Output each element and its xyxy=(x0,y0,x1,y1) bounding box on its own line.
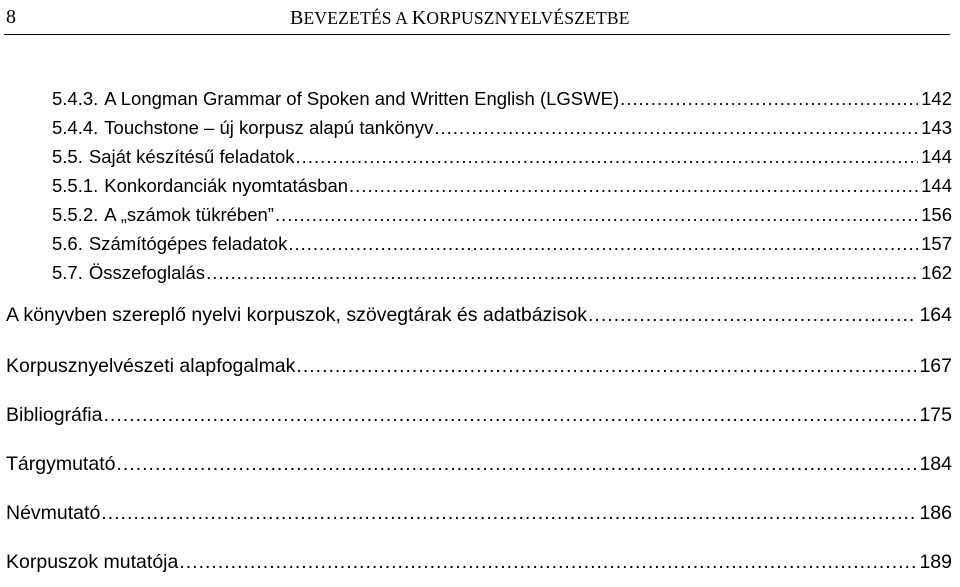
toc-entry-page: 144 xyxy=(921,146,952,167)
toc-entry-page: 142 xyxy=(921,88,952,109)
toc-entry-number: 5.7. xyxy=(52,262,83,283)
toc-dot-leader xyxy=(296,146,919,168)
toc-entry-title: Névmutató xyxy=(6,502,101,524)
toc-entry-title: A Longman Grammar of Spoken and Written English (LGSWE) xyxy=(104,88,620,109)
toc-dot-leader xyxy=(103,403,916,427)
toc-entry-title: Touchstone – új korpusz alapú tankönyv xyxy=(104,117,434,138)
toc-entry xyxy=(6,550,952,574)
toc-entry-page: 189 xyxy=(919,551,952,573)
toc-entry xyxy=(6,452,952,476)
toc-dot-leader xyxy=(349,175,918,197)
toc-entry-page: 162 xyxy=(921,262,952,283)
toc-entry xyxy=(52,233,952,255)
page-number: 8 xyxy=(6,6,16,28)
toc-dot-leader xyxy=(179,550,916,574)
toc-entry-page: 164 xyxy=(919,304,952,326)
toc-entry-title: Korpusznyelvészeti alapfogalmak xyxy=(6,355,296,377)
toc-entry-page: 184 xyxy=(919,453,952,475)
toc-entry-title: A „számok tükrében” xyxy=(104,204,274,225)
toc-entry xyxy=(6,354,952,378)
toc-entry-page: 143 xyxy=(921,117,952,138)
toc-entry xyxy=(52,117,952,139)
toc-dot-leader xyxy=(288,233,918,255)
toc-entry-title: Összefoglalás xyxy=(88,262,206,283)
header-title-part: ORPUSZNYELVÉSZETBE xyxy=(426,8,630,28)
toc-entry xyxy=(52,146,952,168)
toc-entry-number: 5.6. xyxy=(52,233,83,254)
toc-entry xyxy=(52,88,952,110)
toc-dot-leader xyxy=(434,117,918,139)
toc-entry-title: Tárgymutató xyxy=(6,453,116,475)
toc-entry-title: Konkordanciák nyomtatásban xyxy=(104,175,349,196)
toc-dot-leader xyxy=(116,452,916,476)
toc-entry-title: Bibliográfia xyxy=(6,404,103,426)
header-title-part: K xyxy=(411,7,427,29)
toc-entry-page: 144 xyxy=(921,175,952,196)
toc-entry-page: 167 xyxy=(919,355,952,377)
toc-entry-title: Saját készítésű feladatok xyxy=(88,146,295,167)
toc-entry xyxy=(6,303,952,327)
running-header-title xyxy=(290,7,630,29)
toc-entry-title: A könyvben szereplő nyelvi korpuszok, szövegtárak és adatbázisok xyxy=(6,304,587,326)
toc-dot-leader xyxy=(206,262,918,284)
toc-entry-number: 5.4.3. xyxy=(52,88,99,109)
toc-entry-page: 186 xyxy=(919,502,952,524)
toc-entry-number: 5.5.1. xyxy=(52,175,99,196)
toc-dot-leader xyxy=(296,354,916,378)
toc-entry-number: 5.5. xyxy=(52,146,83,167)
toc-entry-title: Számítógépes feladatok xyxy=(88,233,288,254)
toc-entry-number: 5.4.4. xyxy=(52,117,99,138)
toc-entry-page: 157 xyxy=(921,233,952,254)
toc-entry-page: 156 xyxy=(921,204,952,225)
toc-entry-page: 175 xyxy=(919,404,952,426)
toc-entry-title: Korpuszok mutatója xyxy=(6,551,179,573)
header-title-part: EVEZETÉS A xyxy=(303,8,412,28)
toc-entry xyxy=(6,403,952,427)
toc-dot-leader xyxy=(101,501,916,525)
toc-entry xyxy=(52,262,952,284)
header-title-part: B xyxy=(290,7,304,29)
toc-entry xyxy=(52,175,952,197)
running-header xyxy=(4,0,950,35)
toc-dot-leader xyxy=(275,204,918,226)
toc-dot-leader xyxy=(588,303,916,327)
toc-entry xyxy=(52,204,952,226)
toc-entry xyxy=(6,501,952,525)
toc-entry-number: 5.5.2. xyxy=(52,204,99,225)
toc-dot-leader xyxy=(620,88,918,110)
